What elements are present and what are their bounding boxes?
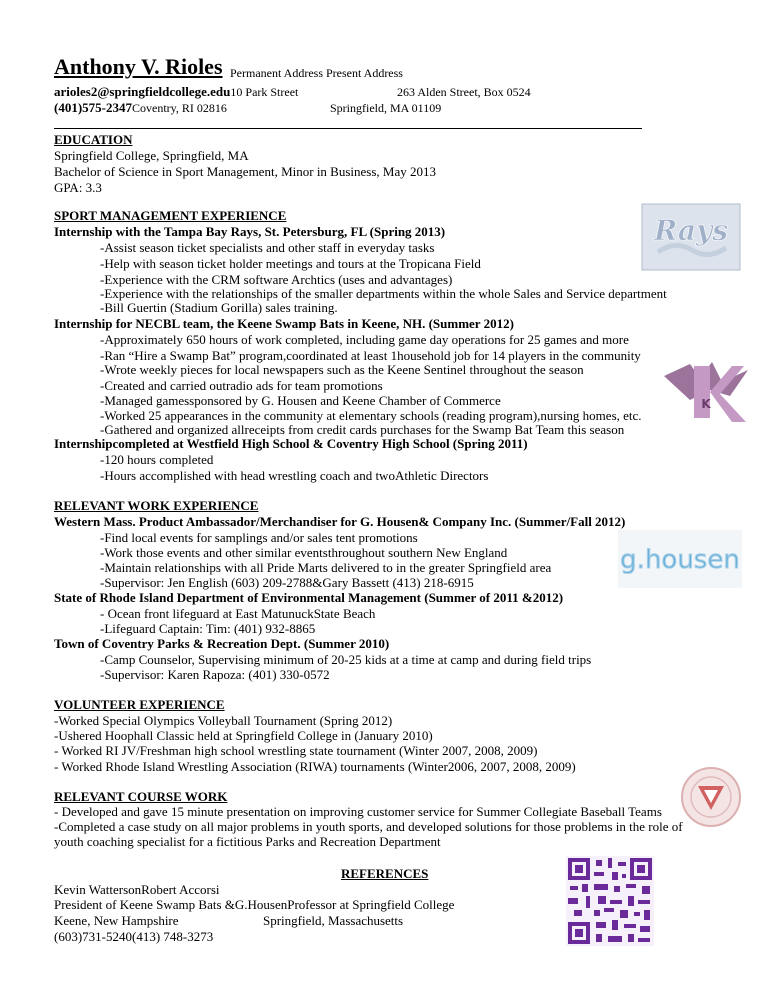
list-item: -Supervisor: Jen English (603) 209-2788&Gary Bassett (413) 218-6915 [100,575,474,590]
list-item: youth coaching specialist for a fictitious Parks and Recreation Department [54,834,441,849]
list-item: -Help with season ticket holder meetings and tours at the Tropicana Field [100,256,481,271]
reference-names: Kevin WattersonRobert Accorsi [54,882,220,897]
list-item: -Ran “Hire a Swamp Bat” program,coordinated at least 1household job for 14 players in the community [100,348,641,363]
job-title-ghousen: Western Mass. Product Ambassador/Merchandiser for G. Housen& Company Inc. (Summer/Fall 2012) [54,514,626,529]
list-item: - Developed and gave 15 minute presentation on improving customer service for Summer Collegiate Baseball Teams [54,804,662,819]
contact-line-2 [54,100,227,116]
list-item: -Worked 25 appearances in the community at elementary schools (reading program),nursing homes, etc. [100,408,642,423]
list-item: -Assist season ticket specialists and other staff in everyday tasks [100,240,435,255]
list-item: -Approximately 650 hours of work completed, including game day operations for 25 games and more [100,332,629,347]
list-item: -Experience with the relationships of the smaller departments within the whole Sales and Service department [100,286,667,301]
email-address: arioles2@springfieldcollege.edu [54,84,231,99]
springfield-college-seal [678,766,744,828]
work-experience-heading: RELEVANT WORK EXPERIENCE [54,498,259,513]
swamp-bats-k-logo [660,356,752,428]
list-item: -Gathered and organized allreceipts from credit cards purchases for the Swamp Bat Team this season [100,422,625,437]
present-city: Springfield, MA 01109 [330,101,442,115]
ghousen-logo [618,530,742,588]
list-item: - Worked Rhode Island Wrestling Association (RIWA) tournaments (Winter2006, 2007, 2008, 2009) [54,759,576,774]
rays-logo [640,202,742,274]
present-street: 263 Alden Street, Box 0524 [397,85,531,99]
list-item: -Supervisor: Karen Rapoza: (401) 330-0572 [100,667,330,682]
list-item: -Maintain relationships with all Pride Marts delivered to in the greater Springfield area [100,560,552,575]
resume-name: Anthony V. Rioles [54,54,223,79]
list-item: -Camp Counselor, Supervising minimum of 20-25 kids at a time at camp and during field trips [100,652,592,667]
qr-code [566,856,654,946]
job-title-westfield: Internshipcompleted at Westfield High School & Coventry High School (Spring 2011) [54,436,528,451]
education-line: Springfield College, Springfield, MA [54,148,249,163]
address-labels: Permanent Address Present Address [230,66,403,80]
permanent-street: 10 Park Street [230,85,299,99]
list-item: -Work those events and other similar eventsthroughout southern New England [100,545,508,560]
list-item: -Managed gamessponsored by G. Housen and Keene Chamber of Commerce [100,393,501,408]
reference-titles: President of Keene Swamp Bats &G.HousenProfessor at Springfield College [54,897,455,912]
list-item: -120 hours completed [100,452,214,467]
list-item: -Wrote weekly pieces for local newspapers such as the Keene Sentinel throughout the season [100,362,584,377]
phone-number: (401)575-2347 [54,100,132,115]
job-title-ri-dem: State of Rhode Island Department of Environmental Management (Summer of 2011 &2012) [54,590,564,605]
job-title-swamp-bats: Internship for NECBL team, the Keene Swamp Bats in Keene, NH. (Summer 2012) [54,316,514,331]
k-logo-text: K [701,397,711,411]
coursework-heading: RELEVANT COURSE WORK [54,789,228,804]
reference-location-2: Springfield, Massachusetts [263,913,404,928]
reference-phones: (603)731-5240(413) 748-3273 [54,929,214,944]
education-line: Bachelor of Science in Sport Management, Minor in Business, May 2013 [54,164,436,179]
ghousen-logo-text: g.housen [620,545,740,575]
job-title-coventry: Town of Coventry Parks & Recreation Dept. (Summer 2010) [54,636,390,651]
reference-location-1: Keene, New Hampshire [54,913,179,928]
volunteer-heading: VOLUNTEER EXPERIENCE [54,697,225,712]
list-item: -Lifeguard Captain: Tim: (401) 932-8865 [100,621,316,636]
permanent-city: Coventry, RI 02816 [132,101,227,115]
list-item: -Ushered Hoophall Classic held at Springfield College in (January 2010) [54,728,433,743]
list-item: -Hours accomplished with head wrestling coach and twoAthletic Directors [100,468,489,483]
education-line: GPA: 3.3 [54,180,102,195]
list-item: -Worked Special Olympics Volleyball Tournament (Spring 2012) [54,713,393,728]
header-divider [54,128,642,129]
list-item: -Completed a case study on all major problems in youth sports, and developed solutions for those problems in the role of [54,819,683,834]
list-item: -Find local events for samplings and/or sales tent promotions [100,530,418,545]
list-item: - Ocean front lifeguard at East MatunuckState Beach [100,606,376,621]
list-item: -Bill Guertin (Stadium Gorilla) sales training. [100,300,338,315]
job-title-rays: Internship with the Tampa Bay Rays, St. Petersburg, FL (Spring 2013) [54,224,446,239]
list-item: - Worked RI JV/Freshman high school wrestling state tournament (Winter 2007, 2008, 2009) [54,743,538,758]
list-item: -Created and carried outradio ads for team promotions [100,378,383,393]
references-heading: REFERENCES [341,866,429,881]
education-heading: EDUCATION [54,132,133,147]
rays-logo-text: Rays [653,214,729,247]
sport-management-heading: SPORT MANAGEMENT EXPERIENCE [54,208,287,223]
contact-line-1 [54,84,298,100]
list-item: -Experience with the CRM software Archtics (uses and advantages) [100,272,453,287]
